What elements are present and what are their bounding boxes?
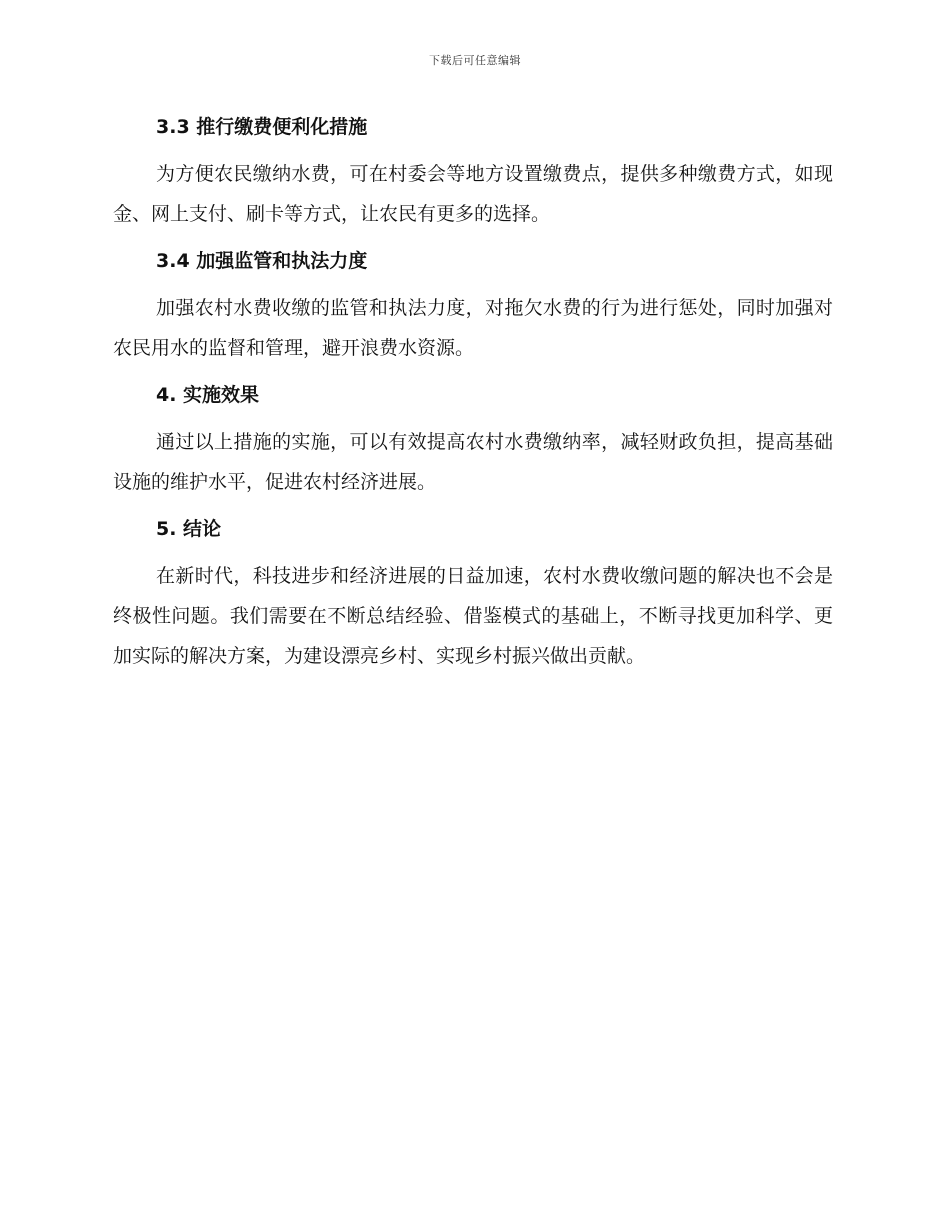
section-heading-3-3: 3.3 推行缴费便利化措施 [156, 116, 368, 138]
section-heading-5: 5. 结论 [156, 518, 222, 540]
document-body [113, 110, 833, 676]
section-paragraph-3-4: 加强农村水费收缴的监管和执法力度，对拖欠水费的行为进行惩处，同时加强对农民用水的监督和管理，避开浪费水资源。 [113, 297, 833, 359]
section-paragraph-5: 在新时代，科技进步和经济进展的日益加速，农村水费收缴问题的解决也不会是终极性问题。我们需要在不断总结经验、借鉴模式的基础上，不断寻找更加科学、更加实际的解决方案，为建设漂亮乡村、实现乡村振兴做出贡献。 [113, 565, 833, 667]
section-paragraph-3-3: 为方便农民缴纳水费，可在村委会等地方设置缴费点，提供多种缴费方式，如现金、网上支付、刷卡等方式，让农民有更多的选择。 [113, 163, 833, 225]
page-header: 下载后可任意编辑 [429, 54, 521, 67]
section-heading-3-4: 3.4 加强监管和执法力度 [156, 250, 368, 272]
section-heading-4: 4. 实施效果 [156, 384, 260, 406]
section-paragraph-4: 通过以上措施的实施，可以有效提高农村水费缴纳率，减轻财政负担，提高基础设施的维护水平，促进农村经济进展。 [113, 431, 833, 493]
